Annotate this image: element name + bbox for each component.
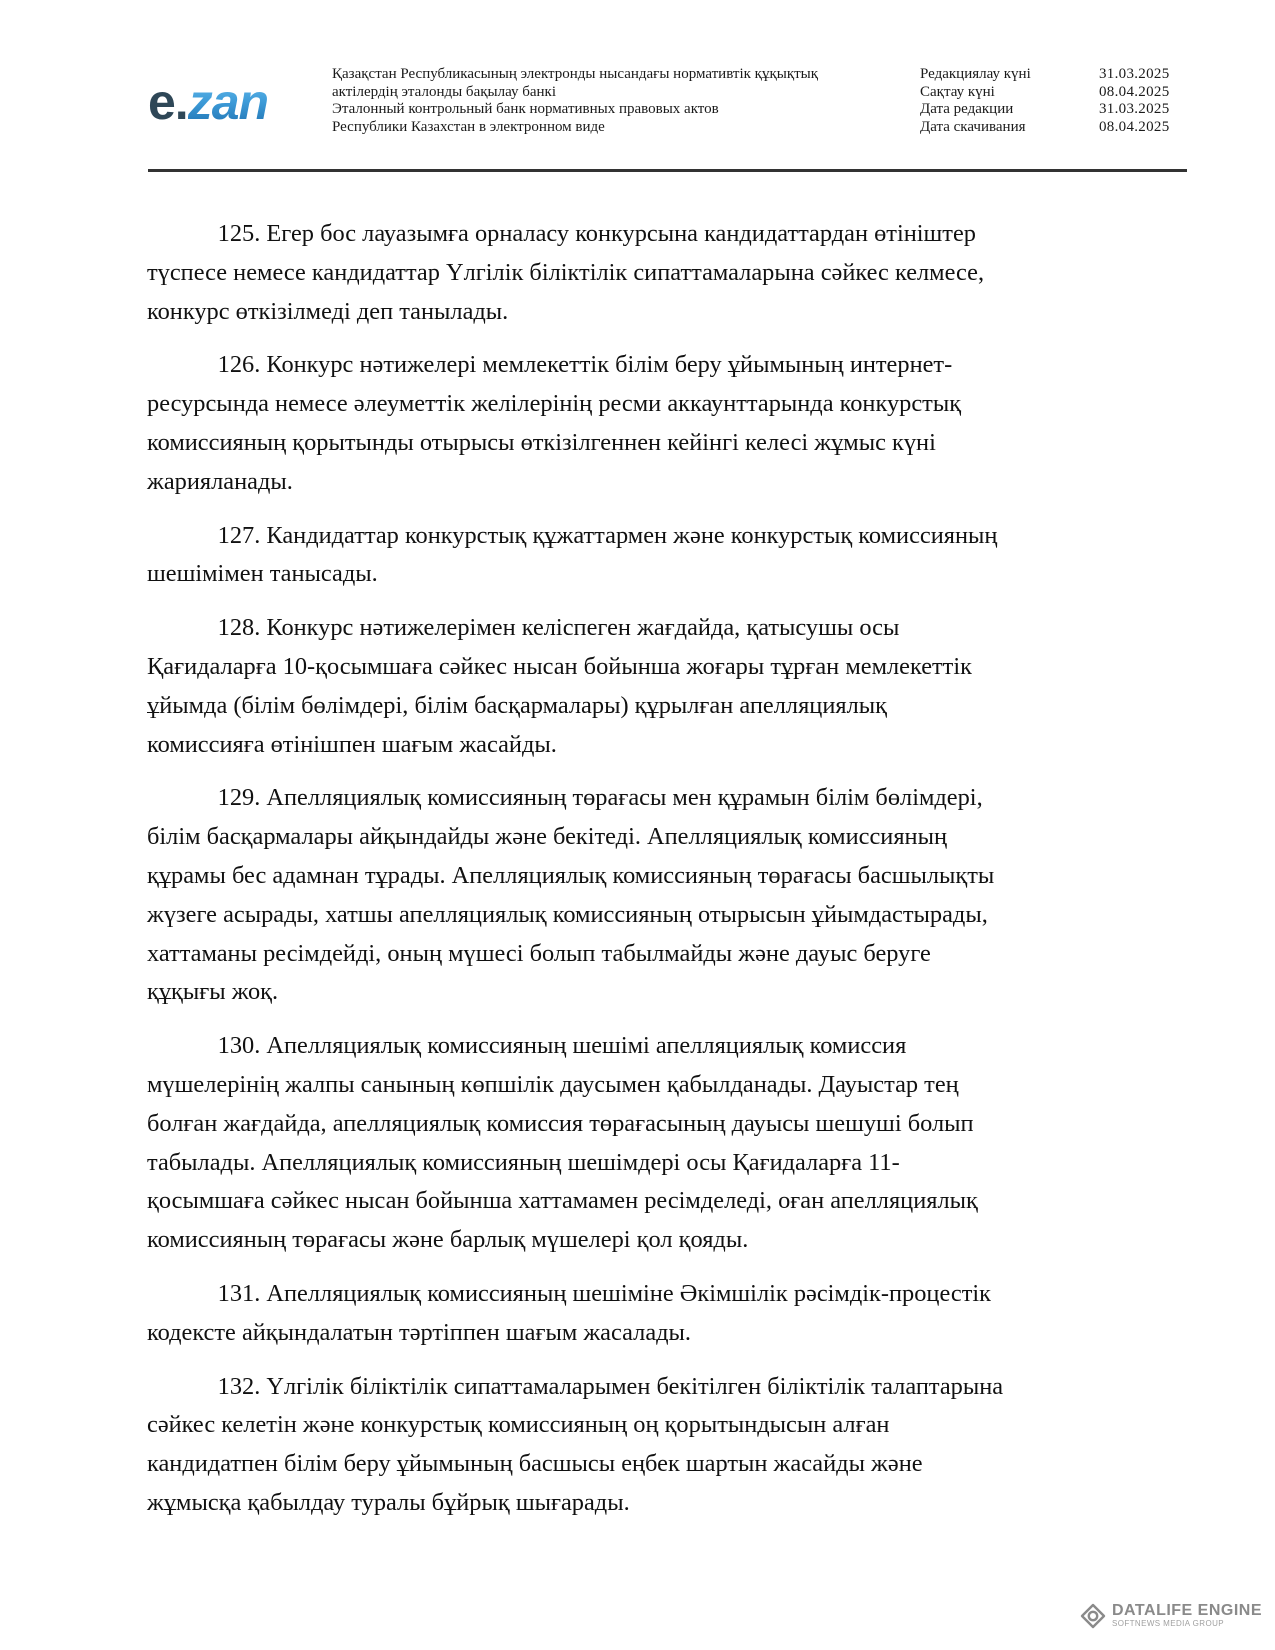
- paragraph: [147, 346, 1157, 501]
- logo-part-zan: zan: [187, 74, 269, 130]
- paragraph-line: ресурсында немесе әлеуметтік желілерінің ресми аккаунттарында конкурстық: [147, 390, 962, 418]
- watermark-subtitle: SOFTNEWS MEDIA GROUP: [1112, 1619, 1225, 1628]
- paragraph-line: комиссияның төрағасы және барлық мүшелері қол қояды.: [147, 1226, 749, 1254]
- logo-part-e: e.: [148, 74, 188, 130]
- paragraph-line: комиссияның қорытынды отырысы өткізілгеннен кейінгі келесі жұмыс күні: [147, 428, 936, 456]
- header-description: [332, 66, 818, 136]
- paragraph: [147, 1027, 1157, 1260]
- paragraph-line: комиссияға өтінішпен шағым жасайды.: [147, 730, 557, 758]
- datalife-engine-logo-icon: [1080, 1603, 1106, 1629]
- paragraph-line: шешімімен танысады.: [147, 560, 378, 588]
- header-description-line: Қазақстан Республикасының электронды нысандағы нормативтік құқықтық: [332, 66, 819, 82]
- meta-label: Редакциялау күні: [920, 66, 1031, 82]
- watermark-title: DATALIFE ENGINE: [1112, 1602, 1263, 1619]
- paragraph: [147, 1275, 1157, 1353]
- paragraph-line: 129. Апелляциялық комиссияның төрағасы мен құрамын білім бөлімдері,: [217, 784, 983, 812]
- paragraph-line: 132. Үлгілік біліктілік сипаттамаларымен бекітілген біліктілік талаптарына: [217, 1372, 1004, 1400]
- paragraph-line: сәйкес келетін және конкурстық комиссияның оң қорытындысын алған: [147, 1411, 890, 1439]
- meta-value: 31.03.2025: [1099, 66, 1170, 82]
- paragraph-line: 130. Апелляциялық комиссияның шешімі апелляциялық комиссия: [217, 1032, 907, 1060]
- logo: [148, 76, 298, 128]
- paragraph: [147, 517, 1157, 595]
- document-meta: [920, 66, 1170, 136]
- paragraph: [147, 215, 1157, 331]
- meta-row-edit-date-kz: [920, 66, 1170, 84]
- paragraph: [147, 1368, 1157, 1523]
- meta-row-edit-date-ru: [920, 101, 1170, 119]
- paragraph-line: конкурс өткізілмеді деп танылады.: [147, 297, 509, 325]
- header-divider: [148, 169, 1187, 172]
- paragraph: [147, 609, 1157, 764]
- paragraph-line: білім басқармалары айқындайды және бекітеді. Апелляциялық комиссияның: [147, 823, 948, 851]
- meta-label: Дата редакции: [920, 101, 1014, 118]
- paragraph-line: хаттаманы ресімдейді, оның мүшесі болып табылмайды және дауыс беруге: [147, 939, 931, 967]
- meta-row-save-date-kz: [920, 84, 1170, 102]
- meta-label: Дата скачивания: [920, 118, 1026, 135]
- paragraph-line: ұйымда (білім бөлімдері, білім басқармалары) құрылған апелляциялық: [147, 691, 887, 719]
- paragraph-line: жарияланады.: [147, 467, 293, 495]
- paragraph-line: табылады. Апелляциялық комиссияның шешімдері осы Қағидаларға 11-: [147, 1148, 900, 1176]
- header-description-line: актілердің эталонды бақылау банкі: [332, 83, 556, 100]
- paragraph-line: қосымшаға сәйкес нысан бойынша хаттамамен ресімделеді, оған апелляциялық: [147, 1187, 978, 1215]
- paragraph-line: болған жағдайда, апелляциялық комиссия төрағасының дауысы шешуші болып: [147, 1109, 974, 1137]
- paragraph-line: мүшелерінің жалпы санының көпшілік даусымен қабылданады. Дауыстар тең: [147, 1070, 959, 1098]
- paragraph-line: 131. Апелляциялық комиссияның шешіміне Әкімшілік рәсімдік-процестік: [217, 1279, 991, 1307]
- paragraph-line: жұмысқа қабылдау туралы бұйрық шығарады.: [147, 1488, 630, 1516]
- paragraph-line: жүзеге асырады, хатшы апелляциялық комиссияның отырысын ұйымдастырады,: [147, 900, 988, 928]
- paragraph: [147, 779, 1157, 1012]
- paragraph-line: кандидатпен білім беру ұйымының басшысы еңбек шартын жасайды және: [147, 1450, 923, 1478]
- paragraph-line: Қағидаларға 10-қосымшаға сәйкес нысан бойынша жоғары тұрған мемлекеттік: [147, 652, 972, 680]
- paragraph-line: құрамы бес адамнан тұрады. Апелляциялық комиссияның төрағасы басшылықты: [147, 861, 995, 889]
- meta-label: Сақтау күні: [920, 83, 995, 100]
- header-description-line: Эталонный контрольный банк нормативных правовых актов: [332, 101, 719, 118]
- paragraph-line: 127. Кандидаттар конкурстық құжаттармен және конкурстық комиссияның: [217, 521, 998, 549]
- paragraph-line: құқығы жоқ.: [147, 978, 279, 1006]
- meta-value: 08.04.2025: [1099, 118, 1170, 135]
- meta-value: 08.04.2025: [1099, 83, 1170, 100]
- document-body: [147, 215, 1157, 1538]
- paragraph-line: түспесе немесе кандидаттар Үлгілік біліктілік сипаттамаларына сәйкес келмесе,: [147, 258, 985, 286]
- paragraph-line: 125. Егер бос лауазымға орналасу конкурсына кандидаттардан өтініштер: [217, 220, 976, 247]
- meta-value: 31.03.2025: [1099, 101, 1170, 118]
- header-description-line: Республики Казахстан в электронном виде: [332, 118, 605, 135]
- paragraph-line: 126. Конкурс нәтижелері мемлекеттік білім беру ұйымының интернет-: [217, 351, 953, 379]
- paragraph-line: 128. Конкурс нәтижелерімен келіспеген жағдайда, қатысушы осы: [217, 614, 900, 642]
- meta-row-download-date-ru: [920, 119, 1170, 137]
- paragraph-line: кодексте айқындалатын тәртіппен шағым жасалады.: [147, 1318, 692, 1346]
- watermark: [1080, 1603, 1262, 1629]
